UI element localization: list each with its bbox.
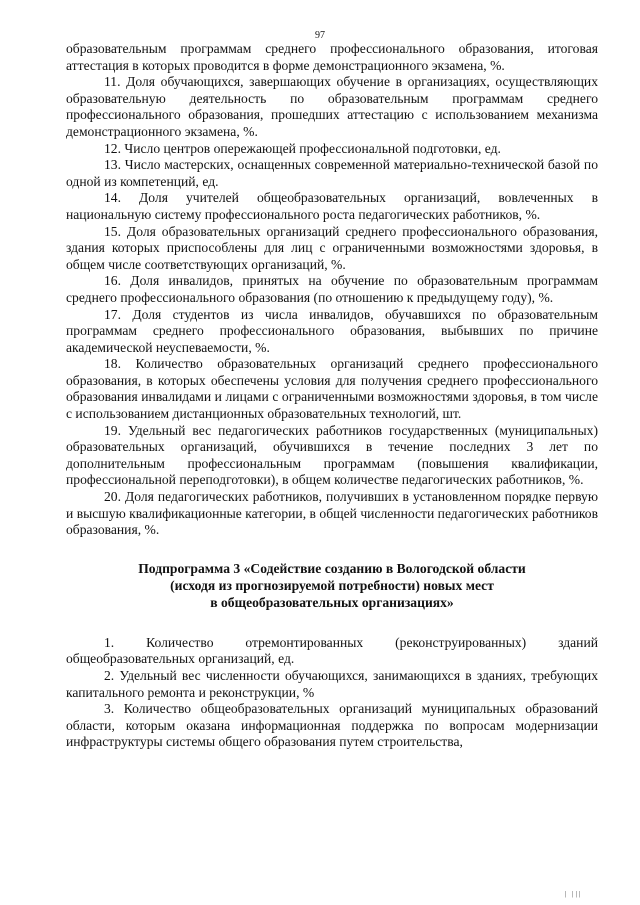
- subprogram-heading: [66, 560, 598, 611]
- document-body: [66, 41, 598, 751]
- footer-scan-mark: | |||: [565, 890, 583, 898]
- indicator-19: 19. Удельный вес педагогических работников государственных (муниципальных) образовательных организаций, обучившихся в течение последних 3 лет по дополнительным профессиональным программам (повышения квалификации, профессиональной переподготовки), в общем количестве педагогических работников, %.: [66, 422, 598, 488]
- indicator-14: 14. Доля учителей общеобразовательных организаций, вовлеченных в национальную систему профессионального роста педагогических работников, %.: [66, 190, 598, 222]
- indicator-11: 11. Доля обучающихся, завершающих обучение в организациях, осуществляющих образовательную деятельность по образовательным программам среднего профессионального образования, прошедших аттестацию с использованием механизма демонстрационного экзамена, %.: [66, 74, 598, 139]
- page-number: 97: [315, 30, 325, 41]
- heading-line-3: в общеобразовательных организациях»: [210, 594, 454, 610]
- indicator-12: 12. Число центров опережающей профессиональной подготовки, ед.: [104, 140, 501, 156]
- heading-line-1: Подпрограмма 3 «Содействие созданию в Вологодской области: [138, 560, 526, 576]
- indicator-20: 20. Доля педагогических работников, получивших в установленном порядке первую и высшую квалификационные категории, в общей численности педагогических работников образования, %.: [66, 489, 598, 538]
- paragraph-continuation: образовательным программам среднего профессионального образования, итоговая аттестация в которых проводится в форме демонстрационного экзамена, %.: [66, 41, 598, 73]
- indicator-13: 13. Число мастерских, оснащенных современной материально-технической базой по одной из компетенций, ед.: [66, 157, 598, 189]
- indicator-16: 16. Доля инвалидов, принятых на обучение по образовательным программам среднего профессионального образования (по отношению к предыдущему году), %.: [66, 273, 598, 305]
- subprogram-indicator-1: 1. Количество отремонтированных (реконструированных) зданий общеобразовательных организаций, ед.: [66, 634, 598, 667]
- heading-line-2: (исходя из прогнозируемой потребности) новых мест: [170, 577, 494, 593]
- indicator-17: 17. Доля студентов из числа инвалидов, обучавшихся по образовательным программам среднего профессионального образования, выбывших по причине академической неуспеваемости, %.: [66, 306, 598, 355]
- indicator-18: 18. Количество образовательных организаций среднего профессионального образования, в которых обеспечены условия для получения среднего профессионального образования инвалидами и лицами с ограниченными возможностями здоровья, в том числе с использованием дистанционных образовательных технологий, шт.: [66, 356, 598, 422]
- subprogram-indicator-3: 3. Количество общеобразовательных организаций муниципальных образований области, которым оказана информационная поддержка по вопросам модернизации инфраструктуры системы общего образования путем строительства,: [66, 701, 598, 750]
- subprogram-indicator-2: 2. Удельный вес численности обучающихся, занимающихся в зданиях, требующих капитального ремонта и реконструкции, %: [66, 668, 598, 700]
- indicator-15: 15. Доля образовательных организаций среднего профессионального образования, здания которых приспособлены для лиц с ограниченными возможностями здоровья, в общем числе соответствующих организаций, %.: [66, 223, 598, 272]
